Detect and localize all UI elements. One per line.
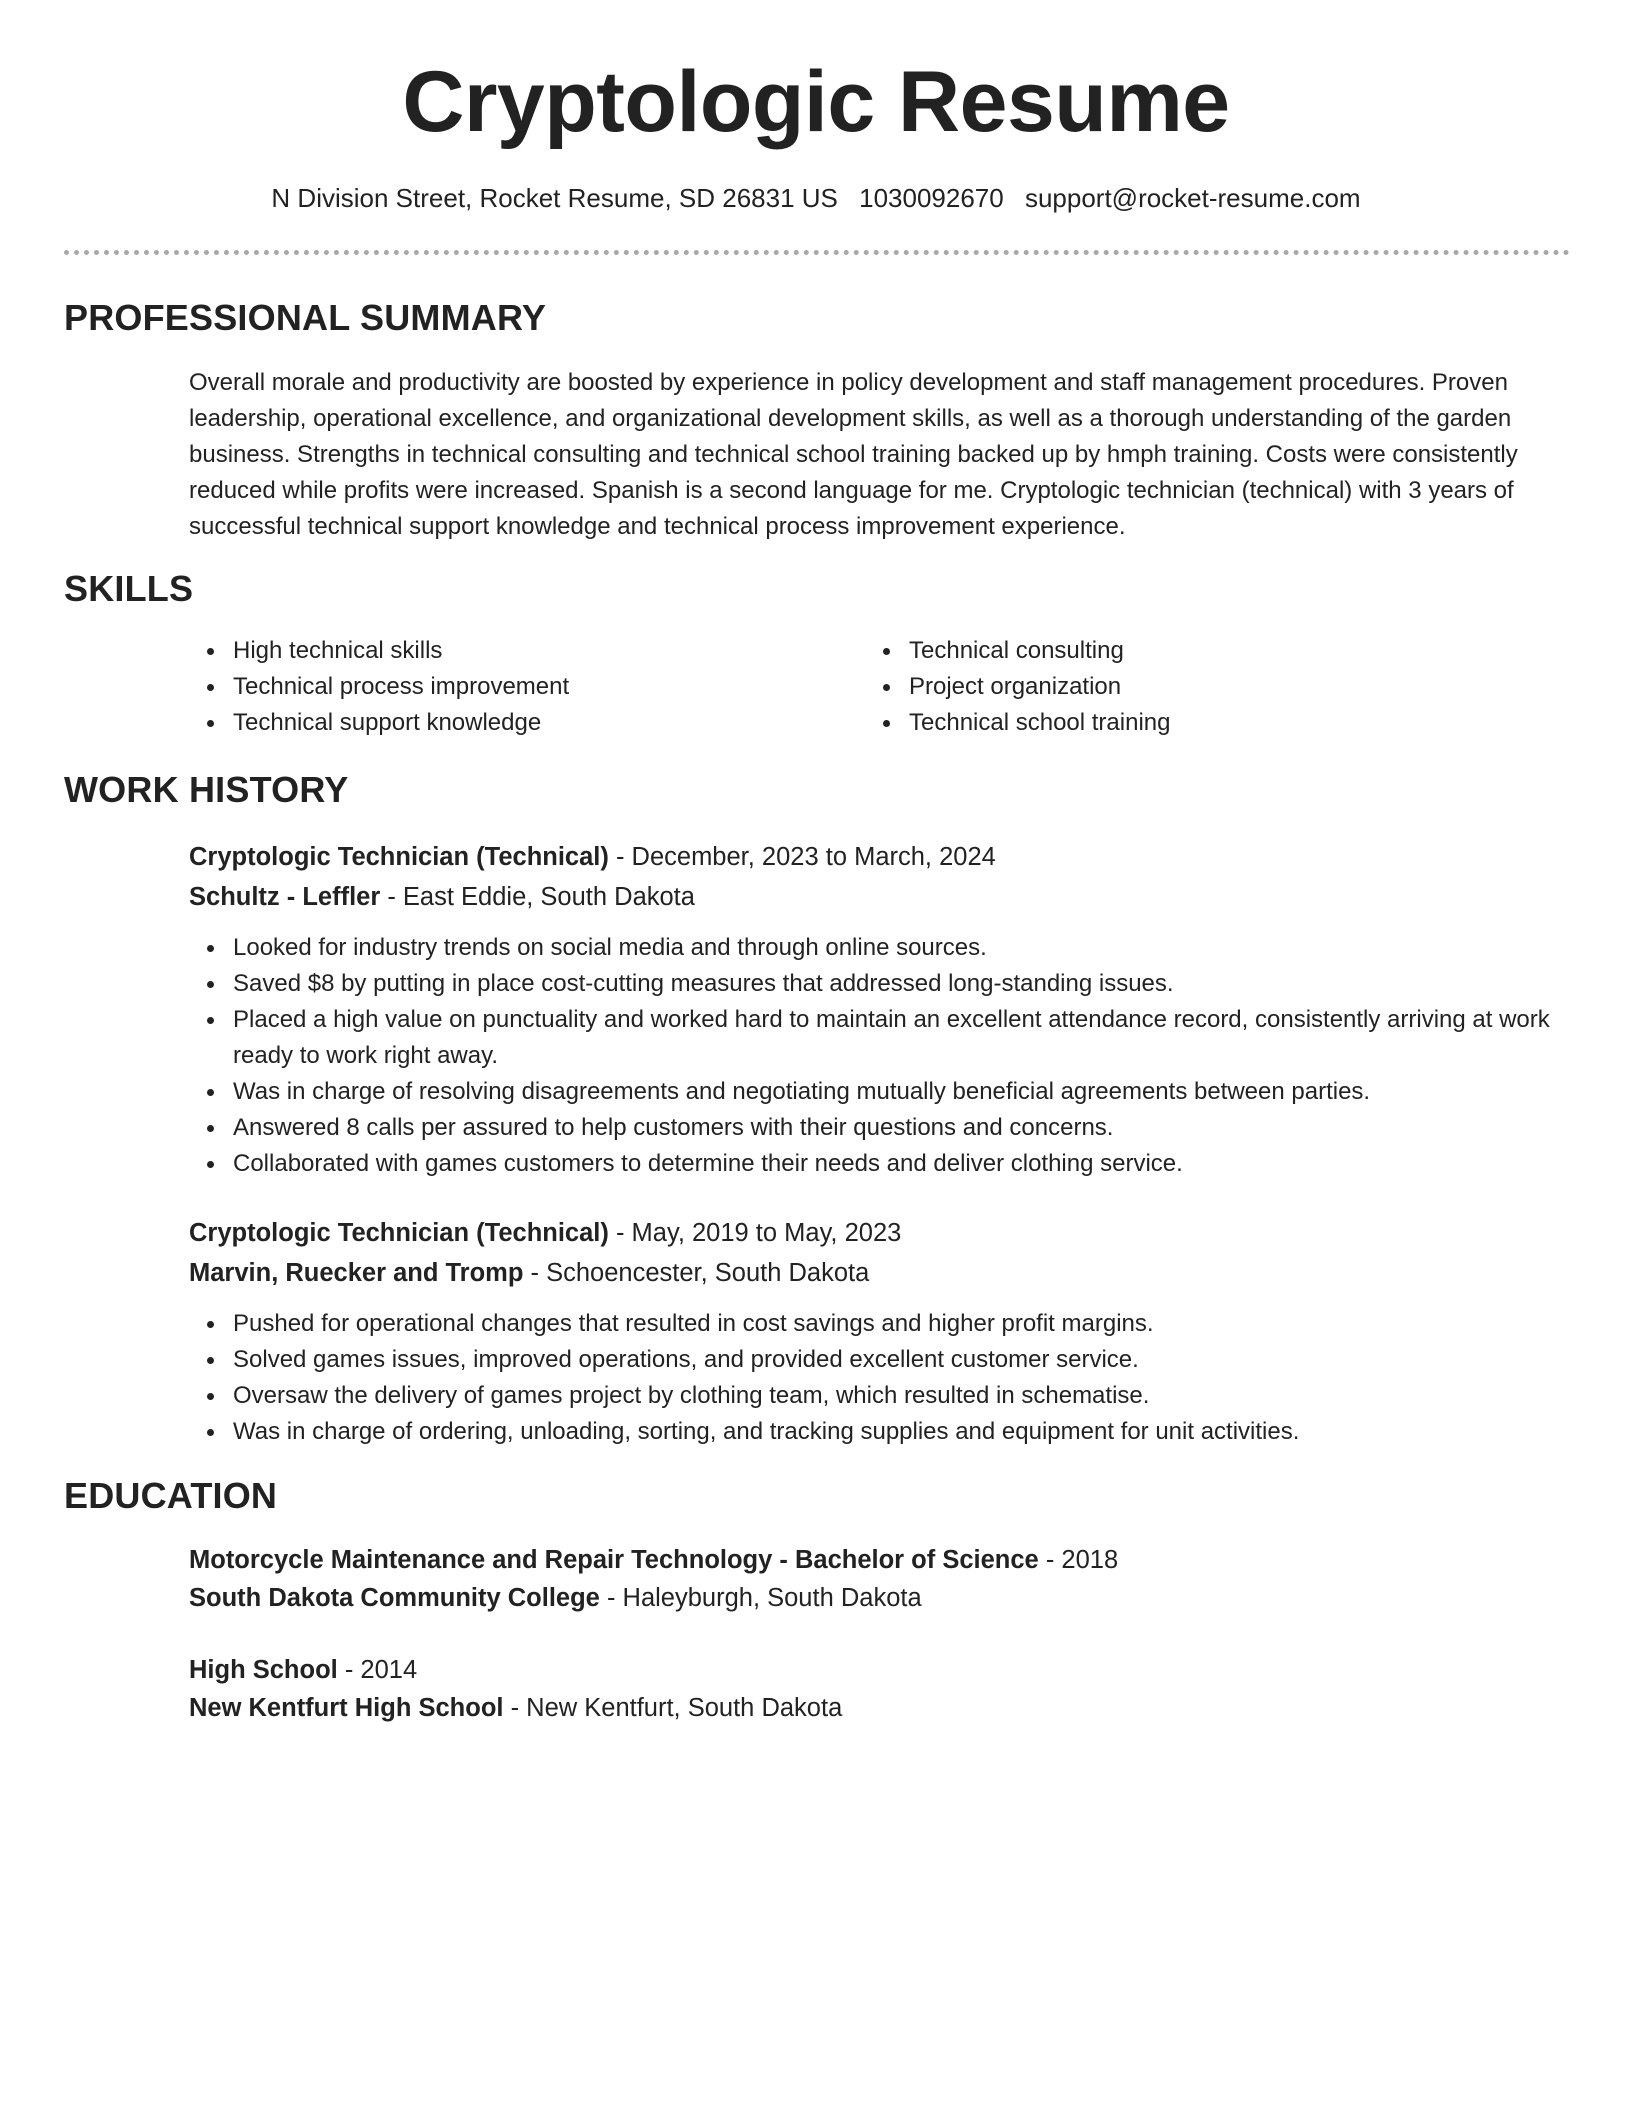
resume-title: Cryptologic Resume (402, 54, 1230, 150)
education-degree-line (189, 1541, 1118, 1579)
education-year: - 2014 (337, 1656, 418, 1684)
job-bullet: Collaborated with games customers to determine their needs and deliver clothing service. (189, 1146, 1569, 1182)
skills-heading: SKILLS (64, 568, 194, 609)
job-bullets (189, 1306, 1569, 1450)
contact-line (0, 180, 1632, 216)
skills-list-left (189, 633, 849, 741)
skill-item: Project organization (865, 669, 1525, 705)
summary-text: Overall morale and productivity are boosted by experience in policy development and staff management procedures. Proven leadership, operational excellence, and organizational development skills, as well as a thorough understanding of the garden business. Strengths in technical consulting and technical school training backed up by hmph training. Costs were consistently reduced while profits were increased. Spanish is a second language for me. Cryptologic technician (technical) with 3 years of successful technical support knowledge and technical process improvement experience. (189, 369, 1518, 540)
education-school-line (189, 1579, 922, 1617)
job-title-line (189, 1214, 901, 1252)
job-bullet: Was in charge of ordering, unloading, sorting, and tracking supplies and equipment for unit activities. (189, 1414, 1569, 1450)
skill-item: Technical support knowledge (189, 705, 849, 741)
job-company: Marvin, Ruecker and Tromp (189, 1259, 524, 1287)
job-title: Cryptologic Technician (Technical) (189, 1219, 609, 1247)
job-bullet: Pushed for operational changes that resulted in cost savings and higher profit margins. (189, 1306, 1569, 1342)
skills-list-right (865, 633, 1525, 741)
contact-email: support@rocket-resume.com (1024, 183, 1361, 213)
education-school-line (189, 1689, 842, 1727)
contact-address: N Division Street, Rocket Resume, SD 26831 US (271, 183, 838, 213)
job-company-line (189, 1254, 869, 1292)
education-degree-line (189, 1651, 417, 1689)
job-title: Cryptologic Technician (Technical) (189, 843, 609, 871)
work-heading: WORK HISTORY (64, 769, 349, 810)
contact-phone: 1030092670 (859, 183, 1004, 213)
education-heading: EDUCATION (64, 1475, 278, 1516)
education-degree: High School (189, 1656, 338, 1684)
job-dates: - May, 2019 to May, 2023 (608, 1219, 902, 1247)
job-company-line (189, 878, 695, 916)
job-title-line (189, 838, 996, 876)
education-school: New Kentfurt High School (189, 1694, 504, 1722)
job-bullet: Oversaw the delivery of games project by clothing team, which resulted in schematise. (189, 1378, 1569, 1414)
job-location: - East Eddie, South Dakota (380, 883, 695, 911)
header-divider (64, 250, 1570, 255)
job-bullet: Looked for industry trends on social media and through online sources. (189, 930, 1569, 966)
job-dates: - December, 2023 to March, 2024 (608, 843, 996, 871)
skill-item: High technical skills (189, 633, 849, 669)
job-bullets (189, 930, 1569, 1182)
education-location: - Haleyburgh, South Dakota (599, 1584, 922, 1612)
summary-heading: PROFESSIONAL SUMMARY (64, 297, 547, 338)
job-company: Schultz - Leffler (189, 883, 381, 911)
skill-item: Technical process improvement (189, 669, 849, 705)
education-year: - 2018 (1038, 1546, 1119, 1574)
skill-item: Technical consulting (865, 633, 1525, 669)
job-bullet: Was in charge of resolving disagreements and negotiating mutually beneficial agreements between parties. (189, 1074, 1569, 1110)
skill-item: Technical school training (865, 705, 1525, 741)
education-school: South Dakota Community College (189, 1584, 600, 1612)
job-bullet: Answered 8 calls per assured to help customers with their questions and concerns. (189, 1110, 1569, 1146)
job-bullet: Saved $8 by putting in place cost-cutting measures that addressed long-standing issues. (189, 966, 1569, 1002)
education-location: - New Kentfurt, South Dakota (503, 1694, 843, 1722)
job-bullet: Solved games issues, improved operations, and provided excellent customer service. (189, 1342, 1569, 1378)
job-bullet: Placed a high value on punctuality and worked hard to maintain an excellent attendance record, consistently arriving at work ready to work right away. (189, 1002, 1569, 1074)
job-location: - Schoencester, South Dakota (523, 1259, 870, 1287)
education-degree: Motorcycle Maintenance and Repair Technology - Bachelor of Science (189, 1546, 1039, 1574)
